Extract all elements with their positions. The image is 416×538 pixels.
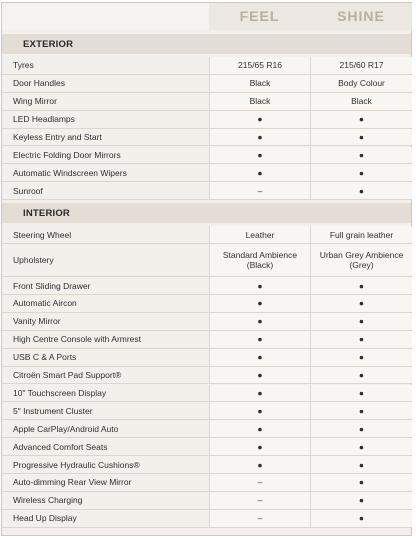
table-row bbox=[2, 367, 411, 385]
shine-value: ● bbox=[310, 111, 412, 128]
table-row bbox=[2, 438, 411, 456]
row-label: Auto-dimming Rear View Mirror bbox=[13, 477, 132, 488]
shine-value: ● bbox=[310, 385, 412, 402]
row-label: Automatic Aircon bbox=[13, 298, 77, 309]
shine-value: ● bbox=[310, 349, 412, 366]
row-label: Citroën Smart Pad Support® bbox=[13, 370, 122, 381]
row-label: Tyres bbox=[13, 60, 34, 71]
row-label: Sunroof bbox=[13, 185, 43, 196]
feel-value: ● bbox=[209, 385, 310, 402]
table-row bbox=[2, 111, 411, 129]
shine-value: ● bbox=[310, 182, 412, 199]
shine-value: ● bbox=[310, 367, 412, 384]
section-title: EXTERIOR bbox=[23, 39, 74, 50]
shine-value: ● bbox=[310, 331, 412, 348]
feel-value: ● bbox=[209, 164, 310, 181]
table-row bbox=[2, 402, 411, 420]
shine-value: ● bbox=[310, 147, 412, 164]
table-row bbox=[2, 349, 411, 367]
row-label: Apple CarPlay/Android Auto bbox=[13, 423, 119, 434]
table-row bbox=[2, 244, 411, 277]
feel-value: ● bbox=[209, 331, 310, 348]
shine-value: Black bbox=[310, 93, 412, 110]
section-header-interior bbox=[2, 203, 411, 223]
row-label: Head Up Display bbox=[13, 513, 77, 524]
feel-value: – bbox=[209, 510, 310, 527]
row-label: Keyless Entry and Start bbox=[13, 132, 102, 143]
shine-value: ● bbox=[310, 438, 412, 455]
header-shine-label: SHINE bbox=[337, 8, 385, 24]
table-row bbox=[2, 510, 411, 528]
row-label: Front Sliding Drawer bbox=[13, 280, 91, 291]
feel-value: ● bbox=[209, 277, 310, 294]
shine-value: ● bbox=[310, 510, 412, 527]
table-row bbox=[2, 147, 411, 165]
feel-value: ● bbox=[209, 349, 310, 366]
feel-value: ● bbox=[209, 456, 310, 473]
row-label: Progressive Hydraulic Cushions® bbox=[13, 459, 140, 470]
table-row bbox=[2, 182, 411, 200]
header-feel-label: FEEL bbox=[239, 8, 280, 24]
feel-value: – bbox=[209, 492, 310, 509]
table-row bbox=[2, 129, 411, 147]
shine-value: 215/60 R17 bbox=[310, 57, 412, 74]
row-label: Wing Mirror bbox=[13, 96, 57, 107]
feel-value: 215/65 R16 bbox=[209, 57, 310, 74]
section-header-exterior bbox=[2, 34, 411, 54]
shine-value: ● bbox=[310, 295, 412, 312]
row-label: LED Headlamps bbox=[13, 114, 75, 125]
table-row bbox=[2, 492, 411, 510]
row-label: Advanced Comfort Seats bbox=[13, 441, 108, 452]
header-feel bbox=[209, 3, 310, 30]
shine-value: Full grain leather bbox=[310, 226, 412, 243]
table-row bbox=[2, 57, 411, 75]
feel-value: ● bbox=[209, 313, 310, 330]
row-label: USB C & A Ports bbox=[13, 352, 77, 363]
feel-value: ● bbox=[209, 129, 310, 146]
row-label: 10" Touchscreen Display bbox=[13, 387, 107, 398]
shine-value: Body Colour bbox=[310, 75, 412, 92]
feel-value: ● bbox=[209, 367, 310, 384]
row-label: Steering Wheel bbox=[13, 229, 72, 240]
table-row bbox=[2, 295, 411, 313]
feel-value: ● bbox=[209, 295, 310, 312]
table-row bbox=[2, 385, 411, 403]
section-title: INTERIOR bbox=[23, 208, 70, 220]
shine-value: ● bbox=[310, 474, 412, 491]
header-shine bbox=[310, 3, 412, 30]
feel-value: Leather bbox=[209, 226, 310, 243]
table-row bbox=[2, 313, 411, 331]
shine-value: ● bbox=[310, 313, 412, 330]
feel-value: – bbox=[209, 182, 310, 199]
shine-value: ● bbox=[310, 164, 412, 181]
shine-value: ● bbox=[310, 420, 412, 437]
shine-value: ● bbox=[310, 402, 412, 419]
feel-value: Black bbox=[209, 75, 310, 92]
feel-value: ● bbox=[209, 402, 310, 419]
feel-value: ● bbox=[209, 147, 310, 164]
row-label: Upholstery bbox=[13, 255, 54, 266]
row-label: 5" Instrument Cluster bbox=[13, 405, 93, 416]
row-label: Electric Folding Door Mirrors bbox=[13, 149, 121, 160]
table-row bbox=[2, 164, 411, 182]
row-label: Wireless Charging bbox=[13, 495, 83, 506]
shine-value: ● bbox=[310, 456, 412, 473]
feel-value: ● bbox=[209, 438, 310, 455]
table-row bbox=[2, 226, 411, 244]
row-label: Automatic Windscreen Wipers bbox=[13, 167, 127, 178]
table-row bbox=[2, 420, 411, 438]
shine-value: ● bbox=[310, 277, 412, 294]
table-row bbox=[2, 75, 411, 93]
row-label: Vanity Mirror bbox=[13, 316, 61, 327]
row-label: Door Handles bbox=[13, 78, 65, 89]
spec-table bbox=[1, 2, 412, 536]
table-row bbox=[2, 474, 411, 492]
table-row bbox=[2, 93, 411, 111]
shine-value: Urban Grey Ambience (Grey) bbox=[310, 244, 412, 276]
row-label: High Centre Console with Armrest bbox=[13, 334, 142, 345]
feel-value: – bbox=[209, 474, 310, 491]
feel-value: Standard Ambience (Black) bbox=[209, 244, 310, 276]
table-row bbox=[2, 277, 411, 295]
feel-value: Black bbox=[209, 93, 310, 110]
shine-value: ● bbox=[310, 492, 412, 509]
shine-value: ● bbox=[310, 129, 412, 146]
feel-value: ● bbox=[209, 420, 310, 437]
header-blank-cell bbox=[2, 3, 209, 30]
table-row bbox=[2, 331, 411, 349]
table-row bbox=[2, 456, 411, 474]
feel-value: ● bbox=[209, 111, 310, 128]
